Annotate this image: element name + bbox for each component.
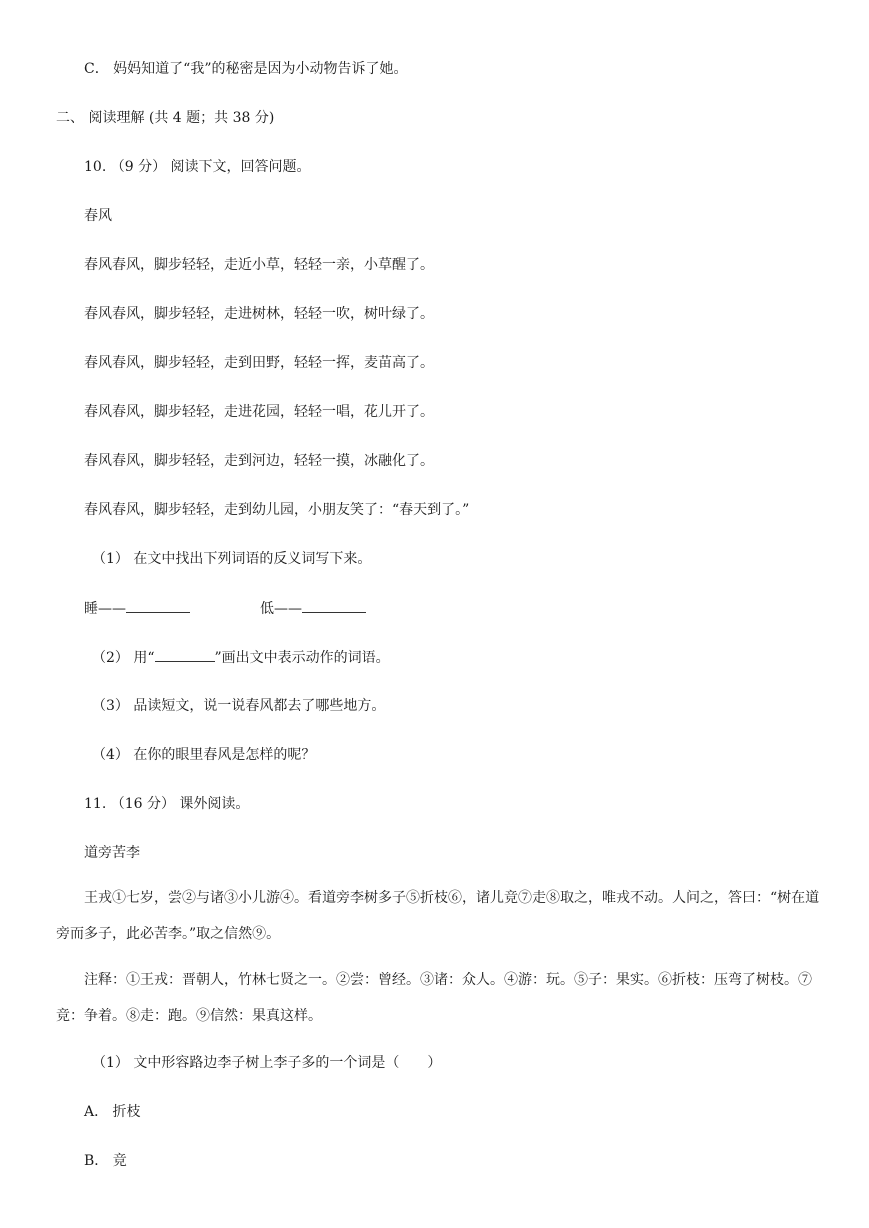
option-b[interactable]: B． 竞: [84, 1153, 127, 1169]
story-text: 王戎①七岁，尝②与诸③小儿游④。看道旁李树多子⑤折枝⑥，诸儿竞⑦走⑧取之，唯戎不动。人问之，答曰：“树在道旁而多子，此必苦李。”取之信然⑨。: [56, 890, 820, 942]
poem-line: 春风春风，脚步轻轻，走到田野，轻轻一挥，麦苗高了。: [84, 355, 434, 371]
story-title: 道旁苦李: [84, 845, 140, 861]
antonym-row-1: [84, 598, 190, 619]
q11-header: 11. （16 分） 课外阅读。: [84, 796, 250, 812]
poem-line: 春风春风，脚步轻轻，走进树林，轻轻一吹，树叶绿了。: [84, 306, 434, 322]
option-a[interactable]: A． 折枝: [84, 1104, 141, 1120]
poem-line: 春风春风，脚步轻轻，走到河边，轻轻一摸，冰融化了。: [84, 453, 434, 469]
sub2-suffix: ”画出文中表示动作的词语。: [214, 650, 390, 666]
poem-line: 春风春风，脚步轻轻，走进花园，轻轻一唱，花儿开了。: [84, 404, 434, 420]
answer-blank[interactable]: [126, 598, 190, 613]
antonym-row-2: [260, 598, 366, 619]
q11-sub1: （1） 文中形容路边李子树上李子多的一个词是（ ）: [92, 1055, 442, 1071]
sub2-prefix: （2） 用“: [92, 650, 155, 666]
poem-line: 春风春风，脚步轻轻，走到幼儿园，小朋友笑了：“春天到了。”: [84, 502, 470, 518]
section-title: 二、 阅读理解 (共 4 题；共 38 分): [56, 110, 275, 126]
q10-header: 10. （9 分） 阅读下文，回答问题。: [84, 159, 311, 175]
q10-sub1: （1） 在文中找出下列词语的反义词写下来。: [92, 551, 372, 567]
q10-sub2: [92, 647, 390, 668]
answer-blank[interactable]: [302, 598, 366, 613]
q10-sub4: （4） 在你的眼里春风是怎样的呢？: [92, 747, 316, 763]
story-notes: 注释：①王戎：晋朝人，竹林七贤之一。②尝：曾经。③诸：众人。④游：玩。⑤子：果实。⑥折枝：压弯了树枝。⑦竞：争着。⑧走：跑。⑨信然：果真这样。: [56, 972, 812, 1024]
antonym-label: 低——: [260, 601, 302, 617]
antonym-label: 睡——: [84, 601, 126, 617]
q9-option-c: C． 妈妈知道了“我”的秘密是因为小动物告诉了她。: [84, 61, 408, 77]
poem-line: 春风春风，脚步轻轻，走近小草，轻轻一亲，小草醒了。: [84, 257, 434, 273]
poem-title: 春风: [84, 208, 112, 224]
underline-sample: [155, 647, 215, 662]
q10-sub3: （3） 品读短文，说一说春风都去了哪些地方。: [92, 698, 386, 714]
